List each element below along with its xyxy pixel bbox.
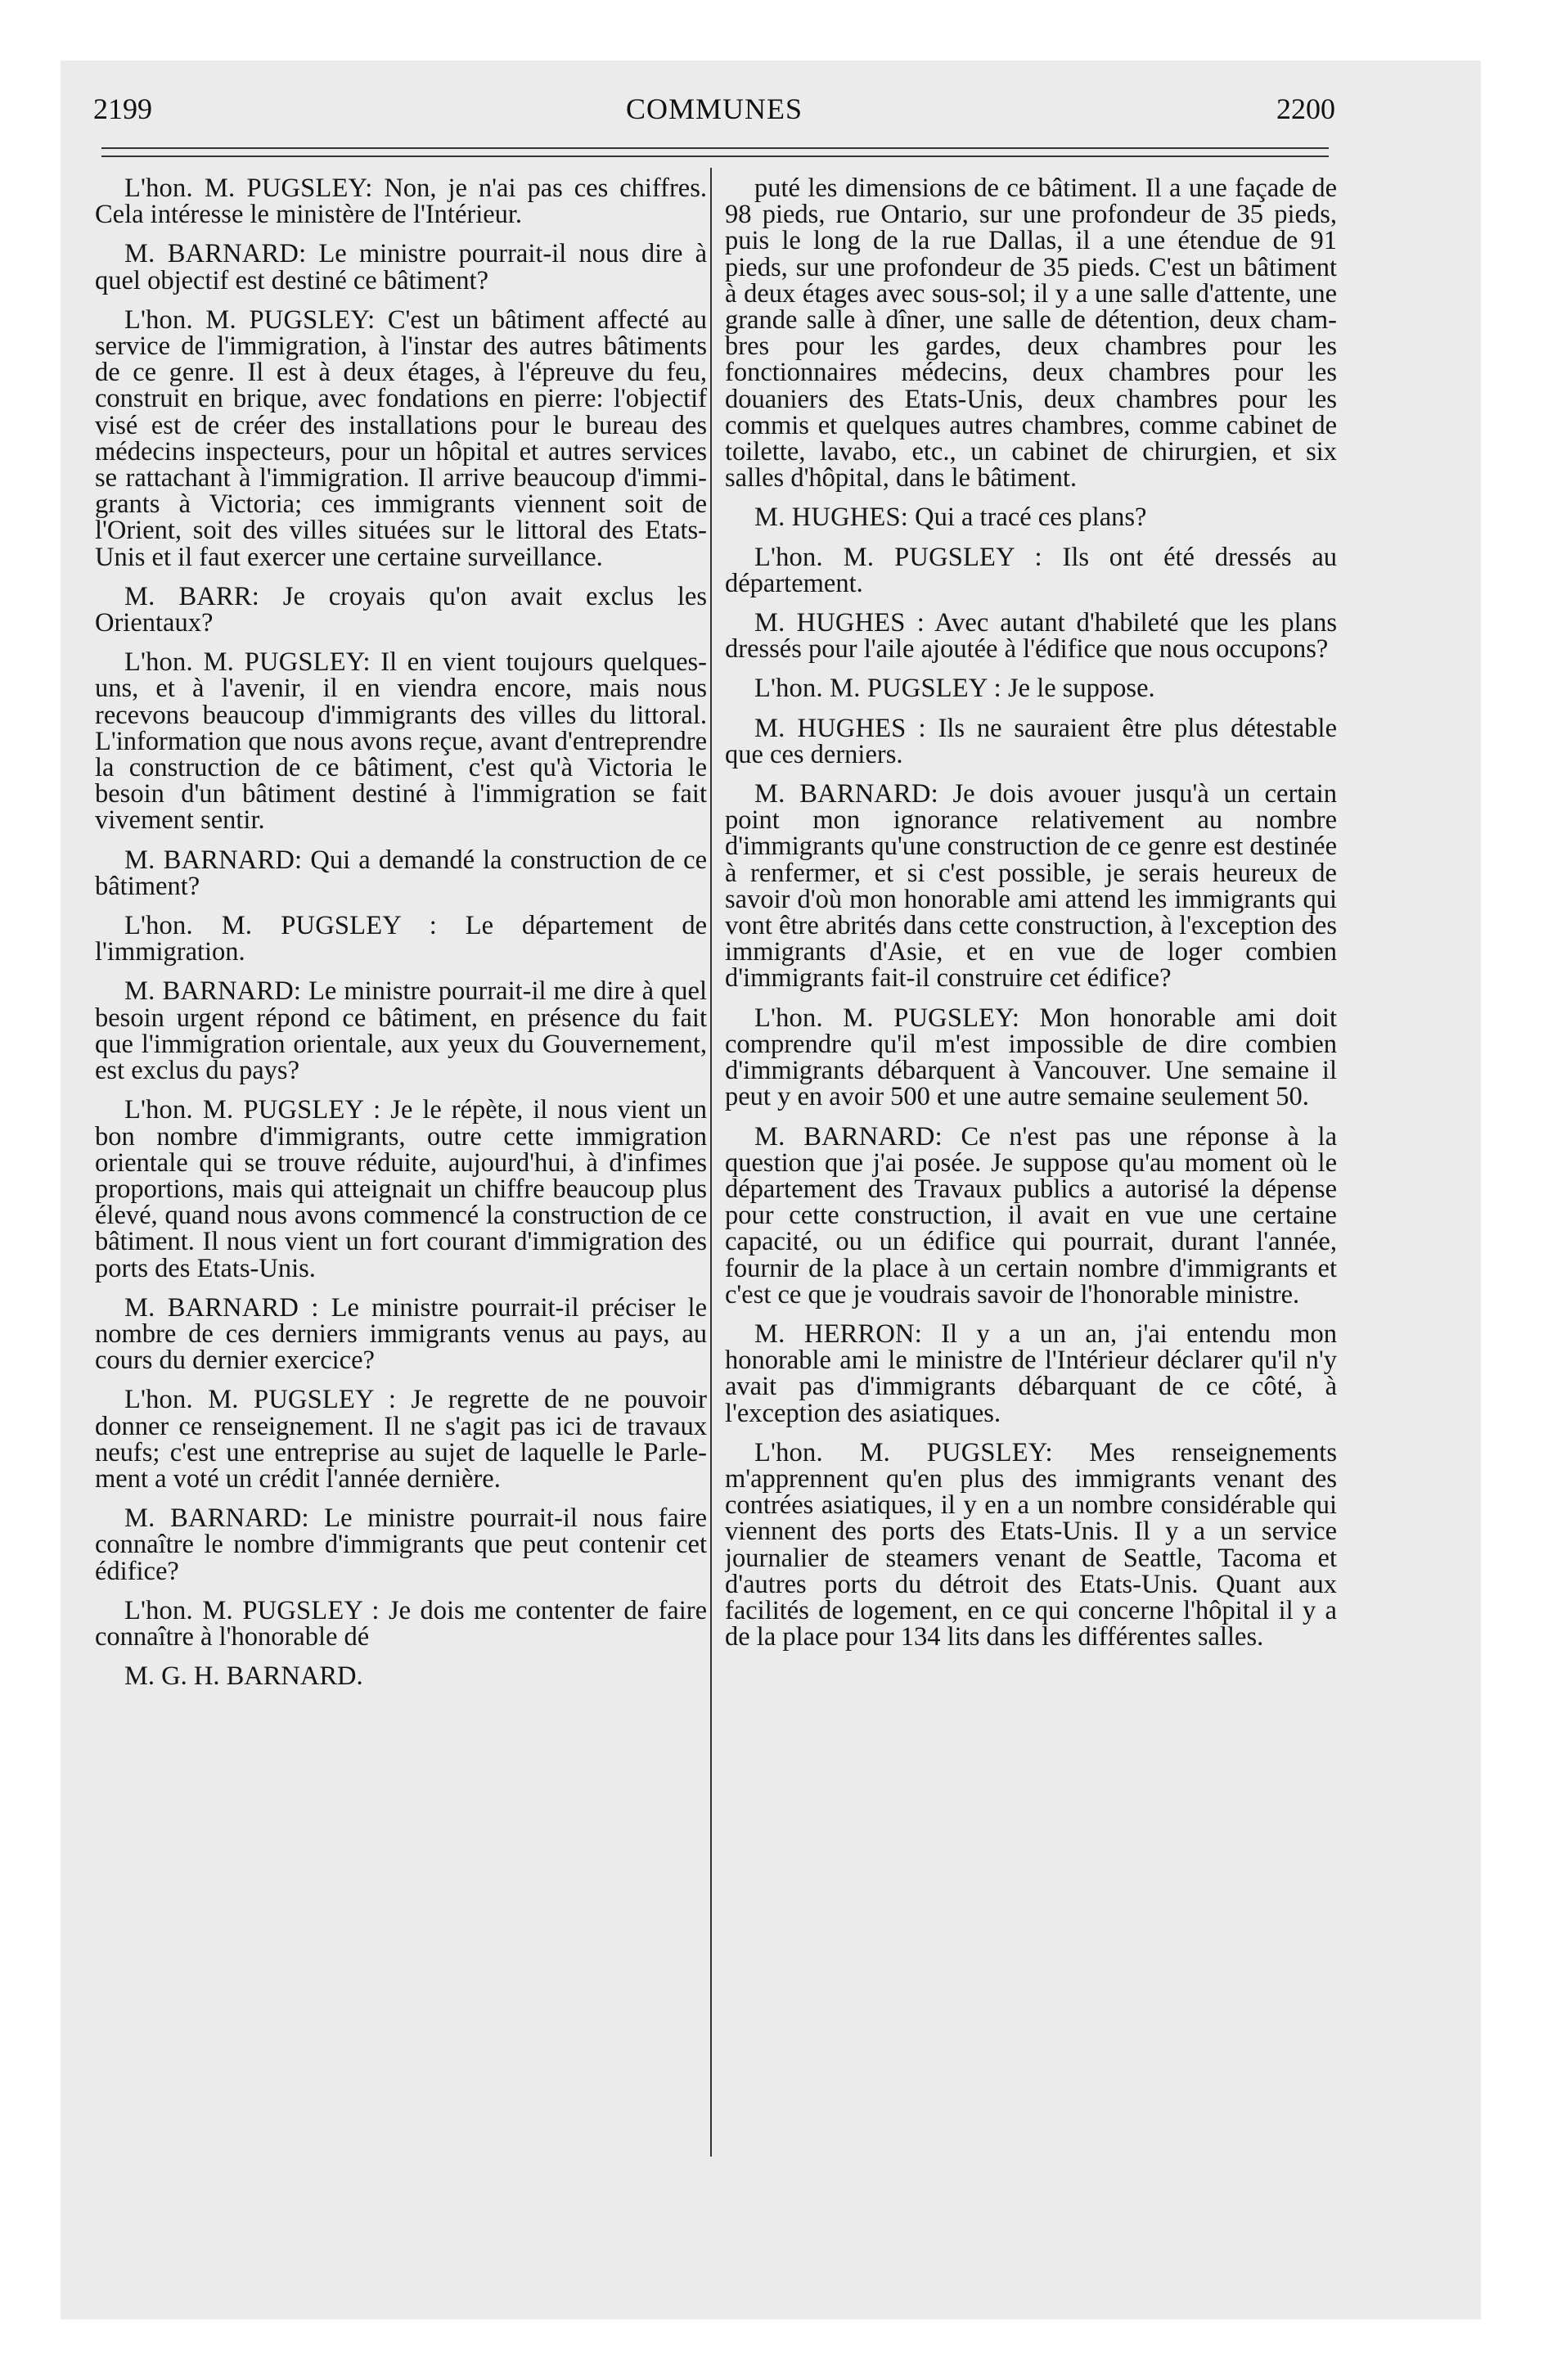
header-rule-top	[101, 147, 1329, 149]
speaker-name: M. HUGHES :	[754, 713, 926, 743]
speech-text: Mes renseignements m'apprennent qu'en plus des immigrants venant des contrées asiatiques, il y en a un nombre considérable qui viennent des ports des Etats-Unis. Il y a un service journalier de steamers venant de Seattle, Tacoma et d'autres ports du détroit des Etats-Unis. Quant aux facilités de logement, en ce qui concerne l'hôpital il y a de la place pour 134 lits dans les différentes salles.	[725, 1437, 1337, 1652]
paragraph	[95, 1505, 707, 1584]
header-rule-bottom	[101, 156, 1329, 157]
speech-text: Il y a un an, j'ai entendu mon honorable ami le ministre de l'Intérieur déclarer qu'il n'y avait pas d'immigrants débarquant de ce côté, à l'exception des asiatiques.	[725, 1318, 1337, 1428]
speech-text: Le ministre pourrait-il nous dire à quel objectif est destiné ce bâtiment?	[95, 239, 707, 295]
right-column	[725, 175, 1337, 2197]
speech-text: Ce n'est pas une réponse à la question que j'ai posée. Je suppose qu'au moment où le département des Travaux publics a autorisé la dépense pour cette construction, il avait en vue une certaine capacité, ou un édifice qui pourrait, durant l'année, fournir de la place à un certain nombre d'immigrants et c'est ce que je voudrais savoir de l'honorable ministre.	[725, 1121, 1337, 1309]
paragraph	[725, 781, 1337, 992]
paragraph	[725, 608, 1337, 665]
speech-text: puté les dimensions de ce bâtiment. Il a une façade de 98 pieds, rue Ontario, sur une profondeur de 35 pieds, puis le long de la rue Dallas, il a une étendue de 91 pieds, sur une profondeur de 35 pieds. C'est un bâtiment à deux étages avec sous-sol; il y a une salle d'attente, une grande salle à dîner, une salle de détention, deux chambres pour les gardes, deux chambres pour les fonctionnaires médecins, deux chambres pour les douaniers des Etats-Unis, deux chambres pour les commis et quelques autres chambres, comme cabinet de toilette, lavabo, etc., un cabinet de chirurgien, et six salles d'hôpital, dans le bâtiment.	[725, 175, 1337, 494]
paragraph	[95, 304, 707, 572]
paragraph	[725, 1318, 1337, 1428]
paragraph	[725, 544, 1337, 597]
left-column	[95, 175, 707, 2197]
speech-text: Je dois avouer jusqu'à un certain point mon ignorance relativement au nombre d'immigrants qu'une construction de ce genre est destinée à renfermer, et si c'est possible, je serais heureux de savoir d'où mon honorable ami attend les immigrants qui vont être abrités dans cette construction, à l'exception des immigrants d'Asie, et en vue de loger combien d'immigrants fait-il construire cet édifice?	[725, 779, 1337, 994]
speaker-name: M. HUGHES:	[754, 503, 908, 533]
paragraph	[95, 1292, 707, 1376]
speech-text: Ils ne sauraient être plus détestable que ces derniers.	[725, 713, 1337, 769]
paragraph	[725, 503, 1337, 533]
paragraph	[95, 241, 707, 293]
speaker-name: L'hon. M. PUGSLEY:	[124, 647, 371, 678]
speech-text: Il en vient toujours quelques-uns, et à l'avenir, il en viendra encore, mais nous recevons beaucoup d'immigrants des villes du littoral. L'information que nous avons reçue, avant d'entreprendre la construction de ce bâtiment, c'est qu'à Victoria le besoin d'un bâtiment destiné à l'immigration se fait vivement sentir.	[95, 647, 707, 836]
speaker-name: M. BARNARD:	[754, 1121, 943, 1152]
speaker-name: L'hon. M. PUGSLEY :	[124, 1095, 381, 1125]
speech-text: Je le répète, il nous vient un bon nombre d'immigrants, outre cette immigration orientale qui se trouve réduite, aujourd'hui, à d'infimes proportions, mais qui atteignait un chiffre beaucoup plus élevé, quand nous avons commencé la construction de ce bâtiment. Il nous vient un fort courant d'immigration des ports des Etats-Unis.	[95, 1095, 707, 1283]
speech-text: Je le suppose.	[1001, 674, 1155, 704]
speaker-name: L'hon. M. PUGSLEY:	[754, 1437, 1053, 1467]
speech-text: Je dois me contenter de faire connaître à l'honorable dé	[95, 1595, 707, 1652]
page-header	[93, 92, 1335, 141]
speech-text: Le ministre pourrait-il nous faire connaître le nombre d'immigrants que peut contenir cet édifice?	[95, 1503, 707, 1586]
paragraph	[725, 1005, 1337, 1111]
speech-text: Non, je n'ai pas ces chiffres. Cela intéresse le ministère de l'Intérieur.	[95, 175, 707, 230]
speaker-name: M. BARR:	[124, 581, 259, 611]
paragraph	[95, 175, 707, 228]
speaker-name: M. HUGHES :	[754, 608, 925, 638]
speaker-name: M. BARNARD:	[124, 1503, 309, 1534]
speech-text: Avec autant d'habileté que les plans dressés pour l'aile ajoutée à l'édifice que nous occupons?	[725, 608, 1337, 665]
page-title: COMMUNES	[625, 92, 803, 125]
speech-text: Mon honorable ami doit comprendre qu'il m'est impossible de dire combien d'immigrants débarquent à Vancouver. Une semaine il peut y en avoir 500 et une autre semaine seulement 50.	[725, 1003, 1337, 1112]
speaker-name: L'hon. M. PUGSLEY :	[754, 542, 1042, 572]
speaker-name: M. BARNARD:	[124, 976, 302, 1007]
paragraph	[95, 1595, 707, 1652]
speaker-name: M. BARNARD:	[124, 845, 303, 875]
paragraph	[725, 674, 1337, 704]
paragraph	[725, 715, 1337, 768]
speaker-name: L'hon. M. PUGSLEY :	[124, 1595, 380, 1625]
column-divider	[710, 168, 712, 2157]
paragraph	[95, 581, 707, 638]
speaker-name: M. BARNARD:	[124, 239, 307, 269]
paragraph	[725, 1121, 1337, 1309]
speech-text: Ils ont été dressés au département.	[725, 542, 1337, 598]
speaker-name: M. HERRON:	[754, 1318, 922, 1349]
page-number-left: 2199	[93, 92, 152, 125]
speaker-name: L'hon. M. PUGSLEY :	[124, 911, 437, 941]
paragraph	[95, 913, 707, 965]
speaker-name: M. BARNARD :	[124, 1292, 319, 1323]
paragraph	[95, 1661, 707, 1692]
speech-text: Qui a tracé ces plans?	[908, 503, 1147, 533]
speaker-name: L'hon. M. PUGSLEY :	[754, 674, 1001, 704]
speech-text: C'est un bâtiment affecté au service de l'immigration, à l'instar des autres bâtiments de ce genre. Il est à deux étages, à l'épreuve du feu, construit en brique, avec fondations en pierre: l'objectif visé est de créer des installations pour le bureau des médecins inspecteurs, pour un hôpital et autres services se rattachant à l'immigration. Il arrive beaucoup d'immigrants à Victoria; ces immigrants viennent soit de l'Orient, soit des villes situées sur le littoral des Etats-Unis et il faut exercer une certaine surveillance.	[95, 304, 707, 572]
paragraph	[95, 847, 707, 899]
page-number-right: 2200	[1276, 92, 1335, 125]
speech-text: Je croyais qu'on avait exclus les Orientaux?	[95, 581, 707, 638]
speaker-name: L'hon. M. PUGSLEY:	[124, 304, 376, 335]
paragraph	[95, 647, 707, 836]
paragraph	[725, 1437, 1337, 1652]
speech-text: Le ministre pourrait-il préciser le nombre de ces derniers immigrants venus au pays, au cours du dernier exercice?	[95, 1292, 707, 1376]
speaker-name: L'hon. M. PUGSLEY:	[754, 1003, 1020, 1033]
speech-text: Je regrette de ne pouvoir donner ce renseignement. Il ne s'agit pas ici de travaux neufs; c'est une entreprise au sujet de laquelle le Parlement a voté un crédit l'année dernière.	[95, 1385, 707, 1494]
speech-text: M. G. H. BARNARD.	[124, 1661, 363, 1692]
paragraph	[95, 1386, 707, 1492]
paragraph	[95, 978, 707, 1084]
speaker-name: L'hon. M. PUGSLEY:	[124, 175, 373, 203]
paragraph	[725, 175, 1337, 494]
speaker-name: M. BARNARD:	[754, 779, 938, 809]
speaker-name: L'hon. M. PUGSLEY :	[124, 1385, 397, 1415]
speech-text: Le ministre pourrait-il me dire à quel besoin urgent répond ce bâtiment, en présence du fait que l'immigration orientale, aux yeux du Gouvernement, est exclus du pays?	[95, 976, 707, 1086]
paragraph	[95, 1097, 707, 1281]
speech-text: Qui a demandé la construction de ce bâtiment?	[95, 845, 707, 901]
speech-text: Le département de l'immigration.	[95, 911, 707, 967]
